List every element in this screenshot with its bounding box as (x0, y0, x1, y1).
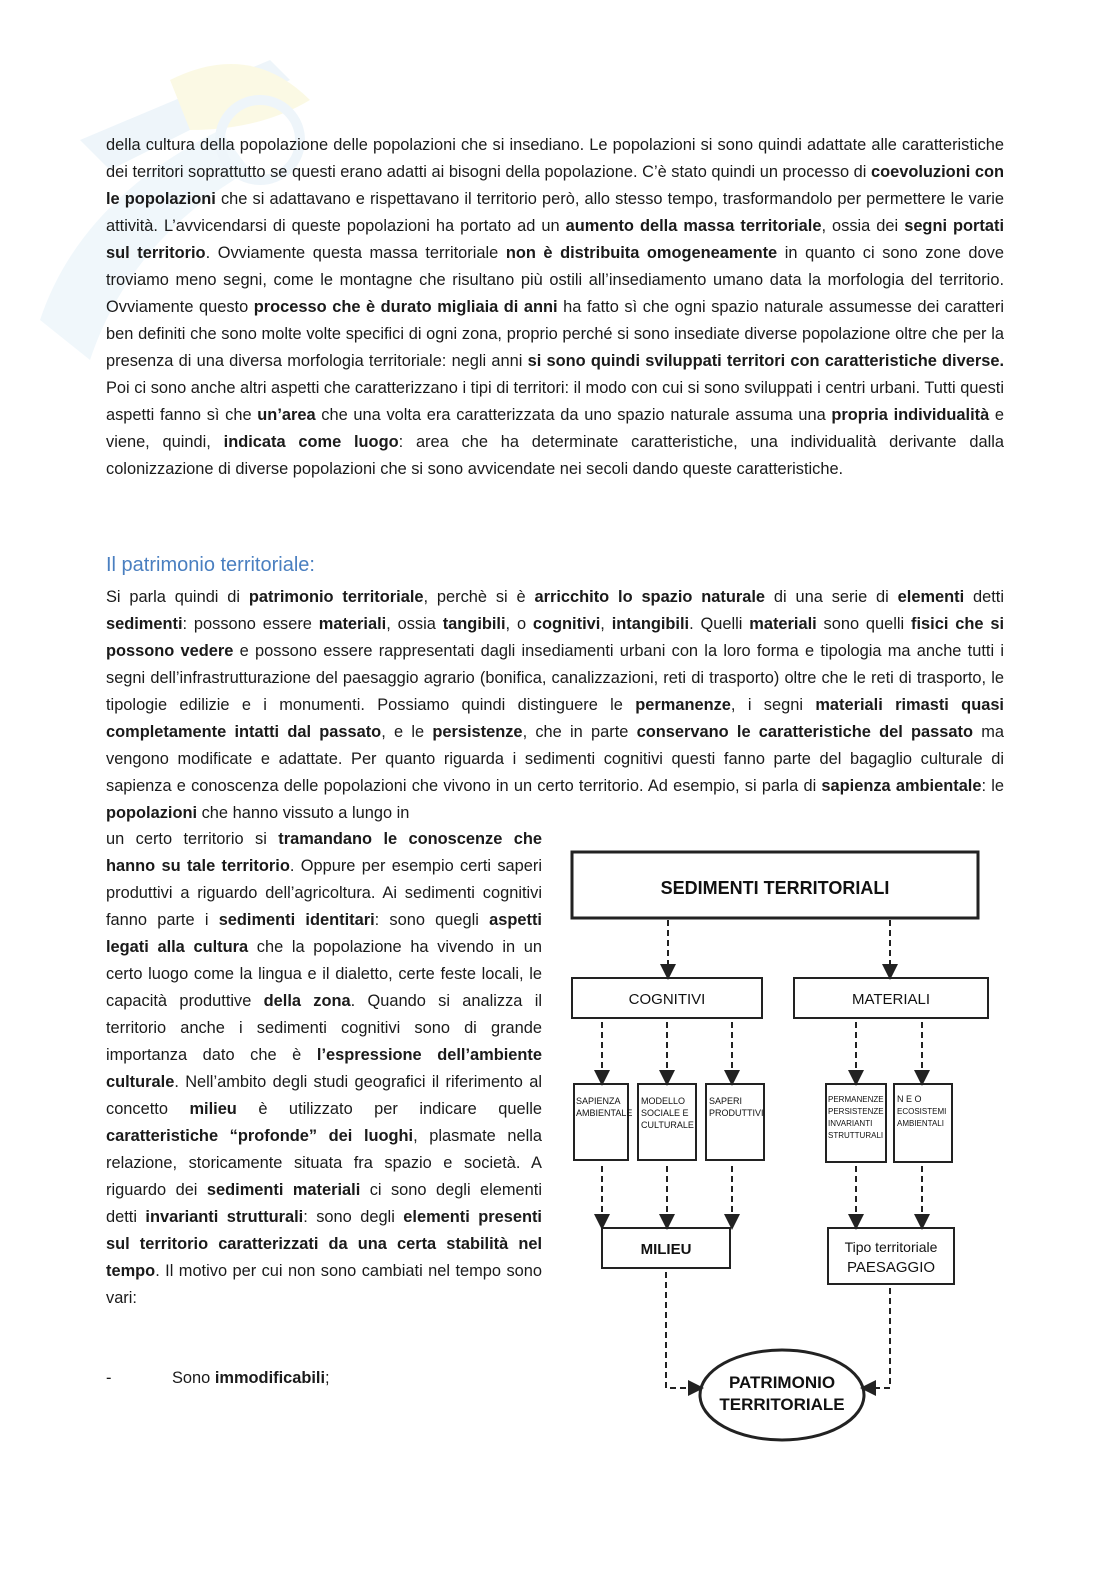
label-cognitivi: COGNITIVI (628, 991, 706, 1008)
label-permanenze-3: INVARIANTI (828, 1119, 873, 1128)
label-sedimenti: SEDIMENTI TERRITORIALI (660, 878, 890, 898)
label-modello-2: SOCIALE E (641, 1108, 689, 1118)
label-tipo-1: Tipo territoriale (844, 1239, 938, 1255)
label-materiali: MATERIALI (851, 991, 931, 1008)
label-saperi-2: PRODUTTIVI (709, 1108, 764, 1118)
sedimenti-diagram (560, 840, 1000, 1455)
label-modello-3: CULTURALE (641, 1120, 694, 1130)
label-saperi-1: SAPERI (709, 1096, 743, 1106)
label-permanenze-4: STRUTTURALI (828, 1131, 884, 1140)
label-milieu: MILIEU (640, 1241, 692, 1258)
label-tipo-2: PAESAGGIO (846, 1259, 936, 1276)
label-neo-3: AMBIENTALI (897, 1119, 944, 1128)
label-sapienza-1: SAPIENZA (576, 1096, 621, 1106)
label-permanenze-2: PERSISTENZE (828, 1107, 884, 1116)
label-patrimonio-2: TERRITORIALE (719, 1395, 845, 1414)
list-bullet: - (106, 1369, 112, 1387)
intro-paragraph: della cultura della popolazione delle popolazioni che si insediano. Le popolazioni si sono quindi adattate alle caratteristiche dei territori soprattutto se questi erano adatti ai bisogni della popolazione. C’è stato quindi un processo di coevoluzioni con le popolazioni che si adattavano e rispettavano il territorio però, allo stesso tempo, trasformandolo per permettere le varie attività. L’avvicendarsi di queste popolazioni ha portato ad un aumento della massa territoriale, ossia dei segni portati sul territorio. Ovviamente questa massa territoriale non è distribuita omogeneamente in quanto ci sono zone dove troviamo meno segni, come le montagne che risultano più ostili all’insediamento umano data la morfologia del territorio. Ovviamente questo processo che è durato migliaia di anni ha fatto sì che ogni spazio naturale assumesse dei caratteri ben definiti che sono molte volte specifici di ogni zona, proprio perché si sono insediate diverse popolazione oltre che per la presenza di una diversa morfologia territoriale: negli anni si sono quindi sviluppati territori con caratteristiche diverse. Poi ci sono anche altri aspetti che caratterizzano i tipi di territori: il modo con cui si sono sviluppati i centri urbani. Tutti questi aspetti fanno sì che un’area che una volta era caratterizzata da uno spazio naturale assuma una propria individualità e viene, quindi, indicata come luogo: area che ha determinate caratteristiche, una individualità derivante dalla colonizzazione di diverse popolazioni che si sono avvicendate nei secoli dando queste caratteristiche. (106, 136, 1005, 478)
label-modello-1: MODELLO (641, 1096, 686, 1106)
list-item: - Sono immodificabili; (106, 1365, 330, 1392)
label-permanenze-1: PERMANENZE (828, 1095, 884, 1104)
body-paragraph-narrow: un certo territorio si tramandano le conoscenze che hanno su tale territorio. Oppure per esempio certi saperi produttivi a riguardo dell’agricoltura. Ai sedimenti cognitivi fanno parte i sedimenti identitari: sono quegli aspetti legati alla cultura che la popolazione ha vivendo in un certo luogo come la lingua e il dialetto, certe feste locali, le capacità produttive della zona. Quando si analizza il territorio anche i sedimenti cognitivi sono di grande importanza dato che è l’espressione dell’ambiente culturale. Nell’ambito degli studi geografici il riferimento al concetto milieu è utilizzato per indicare quelle caratteristiche “profonde” dei luoghi, plasmate nella relazione, storicamente situata fra spazio e società. A riguardo dei sedimenti materiali ci sono degli elementi detti invarianti strutturali: sono degli elementi presenti sul territorio caratterizzati da una certa stabilità nel tempo. Il motivo per cui non sono cambiati nel tempo sono vari: (106, 830, 543, 1307)
body-paragraph: Si parla quindi di patrimonio territoriale, perchè si è arricchito lo spazio naturale di una serie di elementi detti sedimenti: possono essere materiali, ossia tangibili, o cognitivi, intangibili. Quelli materiali sono quelli fisici che si possono vedere e possono essere rappresentati dagli insediamenti urbani con la loro forma e tipologia ma anche tutti i segni dell’infrastrutturazione del paesaggio agrario (bonifica, canalizzazioni, reti di trasporto) oltre che le reti di trasporto, le tipologie edilizie e i monumenti. Possiamo quindi distinguere le permanenze, i segni materiali rimasti quasi completamente intatti dal passato, e le persistenze, che in parte conservano le caratteristiche del passato ma vengono modificate e adattate. Per quanto riguarda i sedimenti cognitivi questi fanno parte del bagaglio culturale di sapienza e conoscenza delle popolazioni che vivono in un certo territorio. Ad esempio, si parla di sapienza ambientale: le popolazioni che hanno vissuto a lungo in (106, 588, 1005, 822)
label-sapienza-2: AMBIENTALE (576, 1108, 633, 1118)
label-neo-1: N E O (897, 1094, 922, 1104)
label-patrimonio-1: PATRIMONIO (728, 1373, 836, 1392)
label-neo-2: ECOSISTEMI (897, 1107, 947, 1116)
section-heading: Il patrimonio territoriale: (106, 554, 315, 576)
